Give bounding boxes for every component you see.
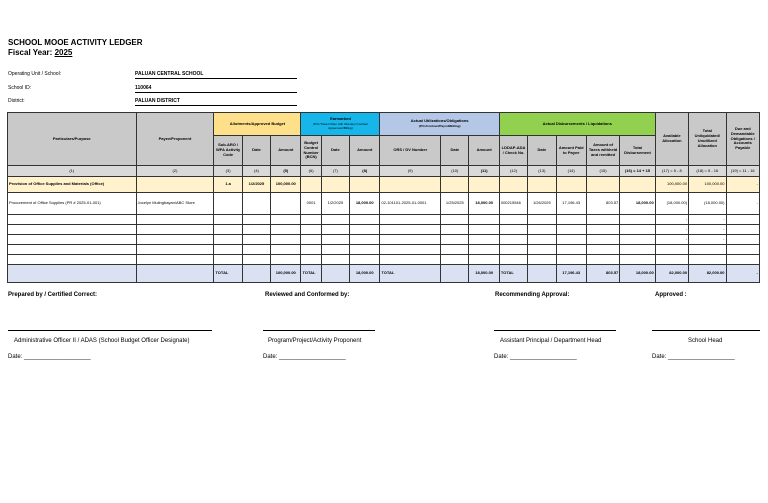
cell-empty: [655, 245, 688, 255]
cell-empty: [136, 265, 214, 283]
col-num: (14): [556, 166, 586, 177]
cell-empty: [528, 225, 556, 235]
cell-empty: [726, 245, 760, 255]
blank-row: [8, 255, 760, 265]
header-date: Date: [528, 136, 556, 166]
cell-empty: [380, 255, 441, 265]
entry-row: [8, 193, 760, 215]
fiscal-year: [8, 48, 72, 57]
cell-empty: [242, 265, 270, 283]
cell-empty: [350, 245, 380, 255]
cell-empty: [469, 215, 499, 225]
cell-empty: [242, 215, 270, 225]
cell-amount-paid: 17,196.43: [556, 193, 586, 215]
cell-empty: [499, 177, 527, 193]
cell-date: 1/2/2025: [242, 177, 270, 193]
cell-empty: [620, 215, 655, 225]
cell-empty: [321, 225, 349, 235]
cell-total-unliquidated: -: [689, 225, 726, 235]
cell-empty: [271, 215, 301, 225]
total-row: [8, 265, 760, 283]
cell-empty: [350, 255, 380, 265]
cell-empty: [469, 235, 499, 245]
cell-empty: [556, 255, 586, 265]
cell-empty: [242, 193, 270, 215]
cell-particulars: Procurement of Office Supplies (PR # 2025-01-001): [8, 193, 137, 215]
cell-total-unliquidated: -: [689, 215, 726, 225]
approved-date: Date: ____________________: [652, 354, 735, 360]
col-num: (5): [271, 166, 301, 177]
cell-empty: [242, 245, 270, 255]
operating-unit-label: Operating Unit / School:: [8, 71, 62, 77]
cell-empty: [556, 235, 586, 245]
cell-available: -: [655, 235, 688, 245]
fiscal-year-label: Fiscal Year:: [8, 48, 53, 57]
col-num: (7): [321, 166, 349, 177]
total-earmarked: 18,000.00: [350, 265, 380, 283]
cell-amount: 18,000.00: [469, 193, 499, 215]
header-earmarked: [301, 113, 380, 136]
cell-empty: [380, 177, 441, 193]
district-label: District:: [8, 98, 25, 104]
cell-empty: [586, 235, 619, 245]
cell-empty: [620, 235, 655, 245]
prepared-by-date: Date: ____________________: [8, 354, 91, 360]
cell-empty: [321, 215, 349, 225]
col-num: (3): [214, 166, 242, 177]
cell-empty: [528, 245, 556, 255]
col-num: (8): [350, 166, 380, 177]
cell-empty: [586, 245, 619, 255]
total-available: 82,000.00: [655, 265, 688, 283]
recommending-heading: Recommending Approval:: [495, 292, 570, 298]
school-id-label: School ID:: [8, 85, 32, 91]
cell-empty: [301, 235, 321, 245]
cell-empty: [136, 255, 214, 265]
cell-empty: [321, 255, 349, 265]
cell-empty: [689, 255, 726, 265]
cell-empty: [499, 235, 527, 245]
total-label: TOTAL: [214, 265, 242, 283]
cell-empty: [380, 245, 441, 255]
cell-bcn: 0001: [301, 193, 321, 215]
col-num: (16) = 14 + 15: [620, 166, 655, 177]
cell-empty: [499, 245, 527, 255]
cell-empty: [214, 245, 242, 255]
cell-empty: [301, 225, 321, 235]
cell-empty: [242, 225, 270, 235]
cell-empty: [528, 215, 556, 225]
prepared-by-signature-line: [8, 330, 212, 331]
cell-empty: [620, 177, 655, 193]
col-num: (19) = 11 - 16: [726, 166, 760, 177]
header-taxes: Amount of Taxes withheld and remitted: [586, 136, 619, 166]
reviewed-by-name: Program/Project/Activity Proponent: [268, 338, 362, 344]
cell-empty: [136, 215, 214, 225]
header-earmarked-title: Earmarked: [330, 115, 351, 121]
cell-empty: [8, 255, 137, 265]
col-num: (9): [380, 166, 441, 177]
cell-empty: [469, 245, 499, 255]
cell-empty: [380, 235, 441, 245]
cell-empty: [214, 193, 242, 215]
cell-empty: [726, 235, 760, 245]
total-utilized: 18,000.00: [469, 265, 499, 283]
header-payee: Payee/Proponent: [136, 113, 214, 166]
column-number-row: [8, 166, 760, 177]
cell-empty: [441, 225, 469, 235]
cell-empty: [655, 255, 688, 265]
cell-empty: [214, 235, 242, 245]
cell-empty: [8, 215, 137, 225]
cell-total-unliquidated: (18,000.00): [689, 193, 726, 215]
cell-empty: [321, 177, 349, 193]
header-actual-disb: Actual Disbursements / Liquidations: [499, 113, 655, 136]
cell-amount: 18,000.00: [350, 193, 380, 215]
cell-total-unliquidated: 100,000.00: [689, 177, 726, 193]
cell-empty: [469, 225, 499, 235]
cell-total-disb: 18,000.00: [620, 193, 655, 215]
header-sub-aro: Sub-ARO / WFA Activity Code: [214, 136, 242, 166]
cell-empty: [214, 255, 242, 265]
fiscal-year-value: 2025: [54, 48, 73, 57]
cell-empty: [620, 225, 655, 235]
cell-due: -: [726, 177, 760, 193]
col-num: (13): [528, 166, 556, 177]
blank-row: [8, 235, 760, 245]
page-title: SCHOOL MOOE ACTIVITY LEDGER: [8, 38, 143, 47]
header-earmarked-sub: (P.R./Travel Order with Itinerary/ Contract Agreement/Billing): [313, 121, 368, 131]
cell-empty: [321, 265, 349, 283]
cell-empty: [350, 225, 380, 235]
header-amount: Amount: [350, 136, 380, 166]
ledger-table: [7, 112, 760, 283]
col-num: (4): [242, 166, 270, 177]
col-num: (15): [586, 166, 619, 177]
cell-empty: [271, 235, 301, 245]
cell-empty: [586, 177, 619, 193]
cell-empty: [441, 255, 469, 265]
blank-row: [8, 225, 760, 235]
cell-empty: [556, 225, 586, 235]
total-allotment: 100,000.00: [271, 265, 301, 283]
cell-particulars: Provision of Office Supplies and Materials (Office): [8, 177, 137, 193]
cell-payee: [136, 177, 214, 193]
cell-empty: [271, 225, 301, 235]
cell-empty: [350, 177, 380, 193]
cell-payee: Jocelyn Mulingbayan/ABC Store: [136, 193, 214, 215]
cell-empty: [350, 215, 380, 225]
col-num: (12): [499, 166, 527, 177]
cell-empty: [726, 215, 760, 225]
cell-check: 000215546: [499, 193, 527, 215]
cell-date: 1/25/2025: [441, 193, 469, 215]
cell-empty: [469, 177, 499, 193]
total-taxes: 803.57: [586, 265, 619, 283]
cell-empty: [271, 255, 301, 265]
prepared-by-heading: Prepared by / Certified Correct:: [8, 292, 98, 298]
total-unliquidated: 82,000.00: [689, 265, 726, 283]
reviewed-by-heading: Reviewed and Conformed by:: [265, 292, 350, 298]
cell-empty: [441, 265, 469, 283]
cell-empty: [469, 255, 499, 265]
header-amount: Amount: [271, 136, 301, 166]
total-label: TOTAL: [301, 265, 321, 283]
cell-available: 100,000.00: [655, 177, 688, 193]
cell-empty: [242, 255, 270, 265]
cell-empty: [586, 225, 619, 235]
cell-empty: [350, 235, 380, 245]
total-label: TOTAL: [499, 265, 527, 283]
cell-taxes: 803.57: [586, 193, 619, 215]
cell-empty: [380, 225, 441, 235]
cell-empty: [214, 225, 242, 235]
cell-empty: [586, 215, 619, 225]
allotment-row: [8, 177, 760, 193]
cell-date: 1/2/2025: [321, 193, 349, 215]
blank-row: [8, 215, 760, 225]
header-ors: ORS / DV Number: [380, 136, 441, 166]
cell-empty: [499, 225, 527, 235]
total-label: TOTAL: [380, 265, 441, 283]
cell-available: -: [655, 225, 688, 235]
cell-empty: [689, 245, 726, 255]
cell-amount: 100,000.00: [271, 177, 301, 193]
recommending-date: Date: ____________________: [494, 354, 577, 360]
district-value: PALUAN DISTRICT: [135, 98, 297, 106]
cell-empty: [620, 245, 655, 255]
cell-empty: [441, 215, 469, 225]
cell-empty: [528, 177, 556, 193]
header-available: Available Allocation: [655, 113, 688, 166]
cell-empty: [301, 177, 321, 193]
cell-empty: [620, 255, 655, 265]
header-due: Due and Demandable Obligations / Accounts Payable: [726, 113, 760, 166]
cell-empty: [242, 235, 270, 245]
header-lddap: LDDAP-ADA / Check No.: [499, 136, 527, 166]
cell-empty: [528, 255, 556, 265]
cell-empty: [136, 235, 214, 245]
cell-empty: [380, 215, 441, 225]
reviewed-by-signature-line: [263, 330, 375, 331]
col-num: (2): [136, 166, 214, 177]
cell-empty: [8, 225, 137, 235]
cell-empty: [214, 215, 242, 225]
header-actual-util-title: Actual Utilizations/Obligations: [410, 118, 469, 124]
cell-empty: [301, 245, 321, 255]
header-date: Date: [321, 136, 349, 166]
total-due: -: [726, 265, 760, 283]
cell-available: -: [655, 215, 688, 225]
col-num: (1): [8, 166, 137, 177]
header-date: Date: [242, 136, 270, 166]
cell-empty: [441, 177, 469, 193]
total-paid: 17,196.43: [556, 265, 586, 283]
col-num: (18) = 5 - 16: [689, 166, 726, 177]
cell-empty: [499, 215, 527, 225]
cell-empty: [726, 225, 760, 235]
header-amount: Amount: [469, 136, 499, 166]
cell-empty: [586, 255, 619, 265]
col-num: (6): [301, 166, 321, 177]
recommending-signature-line: [494, 330, 616, 331]
cell-empty: [556, 245, 586, 255]
operating-unit-value: PALUAN CENTRAL SCHOOL: [135, 71, 297, 79]
cell-empty: [301, 255, 321, 265]
header-actual-util-sub: (P.O./Contract/Payroll/Billing): [418, 124, 461, 128]
cell-date: 1/26/2025: [528, 193, 556, 215]
cell-empty: [271, 193, 301, 215]
cell-empty: [441, 245, 469, 255]
header-total-disb: Total Disbursement: [620, 136, 655, 166]
school-id-value: 110064: [135, 85, 297, 93]
cell-empty: [499, 255, 527, 265]
cell-ors: 02-101101-2025-01-0001: [380, 193, 441, 215]
cell-total-unliquidated: -: [689, 235, 726, 245]
cell-due: -: [726, 193, 760, 215]
col-num: (17) = 5 - 8: [655, 166, 688, 177]
header-allotments: Allotments/Approved Budget: [214, 113, 301, 136]
approved-signature-line: [652, 330, 760, 331]
approved-name: School Head: [688, 338, 723, 344]
total-disbursement: 18,000.00: [620, 265, 655, 283]
cell-empty: [321, 245, 349, 255]
header-total-unliquidated: Total Unliquidated/ Unutilized Allocation: [689, 113, 726, 166]
cell-empty: [321, 235, 349, 245]
cell-empty: [556, 177, 586, 193]
cell-empty: [136, 225, 214, 235]
cell-empty: [556, 215, 586, 225]
cell-empty: [8, 235, 137, 245]
approved-heading: Approved :: [655, 292, 687, 298]
cell-empty: [8, 265, 137, 283]
cell-empty: [8, 245, 137, 255]
header-actual-util: [380, 113, 499, 136]
cell-available: (18,000.00): [655, 193, 688, 215]
header-amount-paid: Amount Paid to Payee: [556, 136, 586, 166]
header-particulars: Particulars/Purpose: [8, 113, 137, 166]
cell-empty: [528, 235, 556, 245]
cell-empty: [271, 245, 301, 255]
col-num: (10): [441, 166, 469, 177]
blank-row: [8, 245, 760, 255]
cell-empty: [136, 245, 214, 255]
col-num: (11): [469, 166, 499, 177]
cell-sub-aro: 1.a: [214, 177, 242, 193]
cell-empty: [726, 255, 760, 265]
cell-empty: [301, 215, 321, 225]
header-bcn: Budget Control Number (BCN): [301, 136, 321, 166]
recommending-name: Assistant Principal / Department Head: [500, 338, 602, 344]
cell-empty: [441, 235, 469, 245]
prepared-by-name: Administrative Officer II / ADAS (School Budget Officer Designate): [14, 338, 190, 344]
reviewed-by-date: Date: ____________________: [263, 354, 346, 360]
header-date: Date: [441, 136, 469, 166]
cell-empty: [528, 265, 556, 283]
